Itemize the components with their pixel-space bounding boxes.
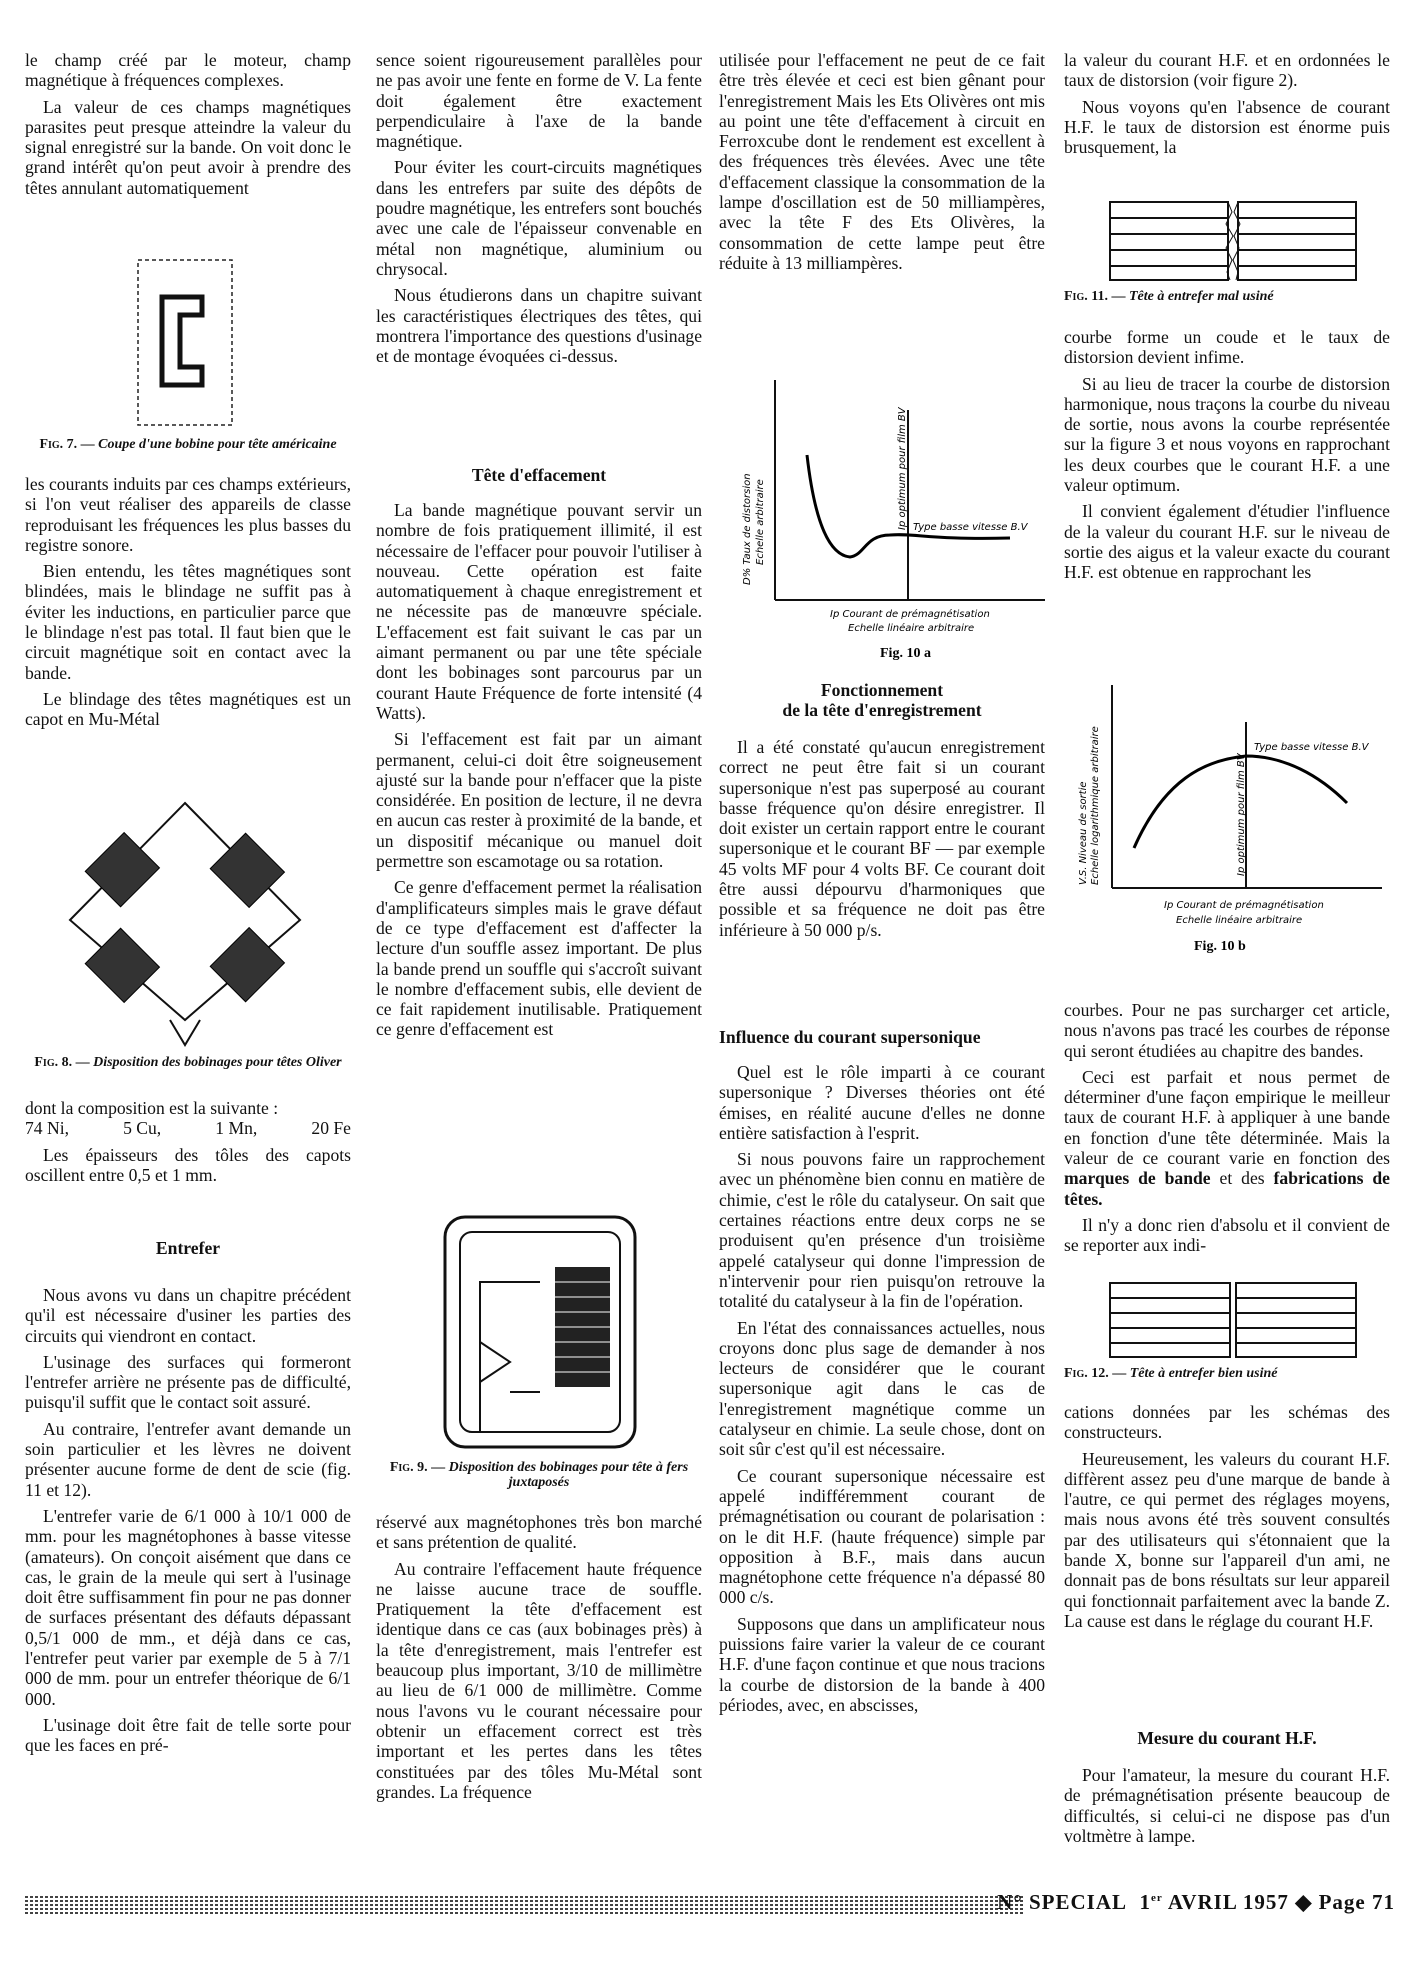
text-block	[1064, 1402, 1390, 1637]
section-heading	[719, 680, 1045, 721]
figure-number: Fig. 12. —	[1064, 1366, 1127, 1381]
curve-label: Type basse vitesse B.V	[1254, 742, 1369, 753]
issue-day: 1	[1139, 1890, 1152, 1914]
optimum-label: Ip optimum pour film BV	[897, 407, 908, 530]
issue-date: AVRIL 1957	[1167, 1890, 1289, 1914]
paragraph: Il a été constaté qu'aucun enregistrement correct ne peut être fait si un courant supersonique n'est pas superposé au courant basse fréquence qu'on désire enregistrer. Il doit exister un certain rapport entre le courant supersonique et le courant BF — par exemple 45 volts MF pour 4 volts BF. Ce courant doit être aussi dépourvu d'harmoniques que possible et sa fréquence ne doit pas être inférieure à 50 000 p/s.	[719, 737, 1045, 940]
figure-8-oliver-coils	[60, 795, 310, 1050]
x-axis-label: Ip Courant de prémagnétisation	[1164, 900, 1324, 911]
decorative-wave-rule	[25, 1894, 1025, 1914]
paragraph: Nous étudierons dans un chapitre suivant les caractéristiques électriques des têtes, qui montrera l'importance des questions d'usinage et de montage évoquées ci-dessus.	[376, 285, 702, 367]
paragraph: L'usinage des surfaces qui formeront l'entrefer arrière ne présente pas de difficulté, puisqu'il suffit que le contact soit assuré.	[25, 1351, 351, 1413]
figure-10b-output-level-chart	[1064, 680, 1394, 970]
text-block	[25, 1285, 351, 1762]
paragraph: les courants induits par ces champs extérieurs, si l'on veut réaliser des appareils de classe reproduisant les fréquences les plus basses du registre sonore.	[25, 474, 351, 555]
page-number: Page 71	[1318, 1890, 1395, 1914]
x-axis-scale: Echelle linéaire arbitraire	[1176, 915, 1303, 926]
paragraph: En l'état des connaissances actuelles, nous croyons donc plus sage de demander à nos lecteurs de considérer que le courant supersonique agit dans le cas de l'enregistrement magnétique comme un catalyseur en chimie. La seule chose, dont on soit sûr c'est qu'il est nécessaire.	[719, 1317, 1045, 1460]
issue-day-suffix: er	[1151, 1892, 1163, 1904]
paragraph: L'usinage doit être fait de telle sorte pour que les faces en pré-	[25, 1714, 351, 1756]
text-block	[1064, 50, 1390, 163]
figure-number: Fig. 9. —	[389, 1460, 446, 1475]
caption-text: Tête à entrefer bien usiné	[1129, 1366, 1278, 1381]
composition-item: 1 Mn,	[215, 1118, 258, 1139]
paragraph: Pour éviter les court-circuits magnétiques dans les entrefers par suite des dépôts de poudre magnétique, les entrefers sont bouchés avec une cale de l'épaisseur convenable en métal non magnétique, aluminium ou chrysocal.	[376, 157, 702, 279]
paragraph: Le blindage des têtes magnétiques est un capot en Mu-Métal	[25, 688, 351, 730]
paragraph: Si l'effacement est fait par un aimant permanent, celui-ci doit être soigneusement ajusté sur la bande pour n'effacer que la piste considérée. En position de lecture, il ne devra en aucun cas rester à proximité de la bande, et un dispositif mécanique ou manuel doit permettre son escamotage ou sa rotation.	[376, 729, 702, 872]
paragraph: La valeur de ces champs magnétiques parasites peut presque atteindre la valeur du signal enregistré sur la bande. On voit donc le grand intérêt qu'on peut avoir à prendre des têtes annulant automatiquement	[25, 96, 351, 198]
paragraph: Bien entendu, les têtes magnétiques sont blindées, mais le blindage ne suffit pas à éviter les inductions, en particulier parce que le blindage n'est pas total. Il faut bien que le circuit magnétique soit en contact avec la bande.	[25, 561, 351, 683]
caption-text: Disposition des bobinages pour têtes Oliver	[93, 1055, 342, 1070]
text-block	[25, 1098, 351, 1191]
footer-issue-info	[997, 1890, 1395, 1915]
figure-7-coil-section	[130, 255, 240, 430]
figure-12-caption	[1064, 1366, 1390, 1381]
y-axis-label: D% Taux de distorsion	[742, 473, 753, 585]
composition-item: 74 Ni,	[25, 1118, 69, 1139]
text-block	[719, 50, 1045, 279]
figure-number: Fig. 7. —	[39, 437, 95, 452]
section-heading: Entrefer	[155, 1238, 221, 1258]
section-heading: Influence du courant supersonique	[719, 1027, 981, 1047]
optimum-label: Ip optimum pour film BV	[1236, 753, 1247, 876]
text-run: Ceci est parfait et nous permet de déterminer d'une façon empirique le meilleur taux de courant H.F. à appliquer à une bande en fonction d'une tête déterminée. Mais la valeur de ce courant varie en fonction des	[1064, 1066, 1390, 1169]
paragraph: Nous voyons qu'en l'absence de courant H.F. le taux de distorsion est énorme puis brusquement, la	[1064, 96, 1390, 158]
paragraph: la valeur du courant H.F. et en ordonnées le taux de distorsion (voir figure 2).	[1064, 50, 1390, 91]
page-footer	[25, 1890, 1395, 1920]
text-block	[25, 474, 351, 736]
caption-text: Tête à entrefer mal usiné	[1128, 289, 1274, 304]
paragraph: Nous avons vu dans un chapitre précédent qu'il est nécessaire d'usiner les parties des circuits qui viendront en contact.	[25, 1285, 351, 1346]
section-heading: Tête d'effacement	[471, 465, 607, 485]
paragraph: Pour l'amateur, la mesure du courant H.F. de prémagnétisation présente beaucoup de difficultés, si celui-ci ne dispose pas d'un voltmètre à lampe.	[1064, 1765, 1390, 1846]
figure-9-caption	[376, 1460, 702, 1490]
text-block	[719, 737, 1045, 946]
x-axis-scale: Echelle linéaire arbitraire	[848, 623, 975, 634]
x-axis-label: Ip Courant de prémagnétisation	[830, 609, 990, 620]
paragraph: courbes. Pour ne pas surcharger cet article, nous n'avons pas tracé les courbes de réponse qui seront étudiées au chapitre des bandes.	[1064, 1000, 1390, 1061]
curve-label: Type basse vitesse B.V	[913, 522, 1028, 533]
figure-10a-caption: Fig. 10 a	[880, 646, 931, 661]
text-run: et des	[1210, 1168, 1274, 1189]
composition-item: 5 Cu,	[123, 1118, 162, 1139]
paragraph: sence soient rigoureusement parallèles pour ne pas avoir une fente en forme de V. La fente doit également être exactement perpendiculaire à l'axe de la bande magnétique.	[376, 50, 702, 152]
figure-9-juxtaposed-cores	[440, 1212, 640, 1452]
bold-text: fabrications de têtes.	[1064, 1168, 1390, 1209]
text-block	[719, 1062, 1045, 1721]
paragraph: Les épaisseurs des tôles des capots oscillent entre 0,5 et 1 mm.	[25, 1144, 351, 1185]
figure-number: Fig. 11. —	[1064, 289, 1126, 304]
y-axis-scale: Echelle arbitraire	[755, 479, 766, 565]
paragraph: cations données par les schémas des constructeurs.	[1064, 1402, 1390, 1443]
paragraph: Si nous pouvons faire un rapprochement avec un phénomène bien connu en matière de chimie, c'est le rôle du catalyseur. On sait que certaines réactions entre deux corps ne se produisent qu'en présence d'un troisième appelé catalyseur qui donne l'impression de n'intervenir pour rien puisqu'on retrouve la totalité du catalyseur à la fin de l'opération.	[719, 1149, 1045, 1312]
figure-10b-caption: Fig. 10 b	[1194, 939, 1246, 954]
heading-line: de la tête d'enregistrement	[782, 700, 982, 721]
y-axis-label: V.S. Niveau de sortie	[1078, 781, 1089, 885]
paragraph	[1064, 1067, 1390, 1209]
bold-text: marques de bande	[1064, 1168, 1211, 1189]
paragraph: L'entrefer varie de 6/1 000 à 10/1 000 de mm. pour les magnétophones à basse vitesse (amateurs). On conçoit aisément que dans ce cas, le grain de la meule qui sert à l'usinage doit être suffisamment fin pour ne pas donner de surfaces présentant des défauts dépassant 0,5/1 000 de mm., et déjà dans ce cas, l'entrefer peut varier par exemple de 5 à 7/1 000 de mm. pour un entrefer théorique de 6/1 000.	[25, 1505, 351, 1709]
paragraph: utilisée pour l'effacement ne peut de ce fait être très élevée et ceci est bien gênant pour l'enregistrement Mais les Ets Olivères ont mis au point une tête d'effacement à circuit en Ferroxcube dont le rendement est excellent à des fréquences très élevées. Avec une tête d'effacement classique la consommation de la lampe d'oscillation est de 50 milliampères, avec la tête F des Ets Olivères, la consommation de cette lampe peut être réduite à 13 milliampères.	[719, 50, 1045, 273]
caption-text: Coupe d'une bobine pour tête américaine	[98, 437, 337, 452]
paragraph: Il convient également d'étudier l'influence de la valeur du courant H.F. sur le niveau de sortie des aigus et la valeur exacte du courant H.F. est obtenue en rapprochant les	[1064, 501, 1390, 583]
text-block	[1064, 1765, 1390, 1852]
text-block	[376, 500, 702, 1046]
diamond-icon: ◆	[1295, 1890, 1313, 1914]
paragraph: Ce genre d'effacement permet la réalisation d'amplificateurs simples mais le grave défaut de ce type d'effacement est d'affecter la lecture d'un souffle assez important. De plus la bande prend un souffle qui s'accroît suivant le nombre d'effacement subis, elle devient de ce fait rapidement inutilisable. Pratiquement ce genre d'effacement est	[376, 877, 702, 1040]
paragraph: Supposons que dans un amplificateur nous puissions faire varier la valeur de ce courant H.F. d'une façon continue et que nous tracions la courbe de distorsion de la bande à 400 périodes, avec, en abscisses,	[719, 1613, 1045, 1715]
paragraph: Au contraire, l'entrefer avant demande un soin particulier et les lèvres ne doivent présenter aucune forme de dent de scie (fig. 11 et 12).	[25, 1418, 351, 1500]
paragraph: Quel est le rôle imparti à ce courant supersonique ? Diverses théories ont été émises, en réalité aucune d'elles ne donne entière satisfaction à l'esprit.	[719, 1062, 1045, 1143]
section-heading: Mesure du courant H.F.	[1137, 1728, 1317, 1748]
heading-line: Fonctionnement	[820, 680, 944, 700]
text-block	[1064, 1000, 1390, 1262]
caption-text: Disposition des bobinages pour tête à fers juxtaposés	[448, 1460, 689, 1490]
issue-label: N° SPECIAL	[997, 1890, 1128, 1914]
figure-11-caption	[1064, 289, 1390, 304]
paragraph: le champ créé par le moteur, champ magnétique à fréquences complexes.	[25, 50, 351, 91]
paragraph: La bande magnétique pouvant servir un nombre de fois pratiquement illimité, il est nécessaire de l'effacer pour pouvoir l'utiliser à nouveau. Cette opération est faite automatiquement à chaque enregistrement et ne nécessite pas de manœuvre spéciale. L'effacement est fait suivant le cas par un aimant permanent ou par une tête spéciale dont les bobinages sont parcourus par un courant Haute Fréquence de forte intensité (4 Watts).	[376, 500, 702, 723]
paragraph: Si au lieu de tracer la courbe de distorsion harmonique, nous traçons la courbe du niveau de sortie, nous avons la courbe représentée sur la figure 3 et nous voyons en rapprochant les deux courbes que le courant H.F. a une valeur optimum.	[1064, 373, 1390, 496]
figure-number: Fig. 8. —	[34, 1055, 90, 1070]
composition-item: 20 Fe	[311, 1118, 351, 1139]
text-block	[376, 1512, 702, 1808]
paragraph: courbe forme un coude et le taux de distorsion devient infime.	[1064, 327, 1390, 368]
text-block	[25, 50, 351, 204]
text-block	[376, 50, 702, 372]
figure-10a-distortion-chart	[730, 365, 1050, 665]
paragraph: Au contraire l'effacement haute fréquence ne laisse aucune trace de souffle. Pratiquement la tête d'effacement est identique dans ce cas (aux bobinages près) à la tête d'enregistrement, mais l'entrefer est beaucoup plus important, 3/10 de millimètre au lieu de 6/1 000 de millimètre. Comme nous l'avons vu le courant nécessaire pour obtenir un effacement correct est très important et les pertes dans les têtes constituées par des tôles Mu-Métal sont grandes. La fréquence	[376, 1558, 702, 1802]
alloy-composition	[25, 1118, 351, 1138]
paragraph: Heureusement, les valeurs du courant H.F. diffèrent assez peu d'une marque de bande à l'autre, ce qui permet des réglages moyens, mais nous avons été très souvent consultés par des utilisateurs qui s'étonnaient que la bande X, bonne sur l'appareil d'un ami, ne donnait pas de bons résultats sur leur appareil qui fonctionnait parfaitement avec la bande Z. La cause est dans le réglage du courant H.F.	[1064, 1448, 1390, 1631]
figure-8-caption	[25, 1055, 351, 1070]
figure-7-caption	[25, 437, 351, 452]
paragraph: Il n'y a donc rien d'absolu et il convient de se reporter aux indi-	[1064, 1214, 1390, 1256]
figure-12-clean-gap	[1108, 1281, 1358, 1361]
y-axis-scale: Echelle logarithmique arbitraire	[1090, 726, 1101, 885]
figure-11-rough-gap	[1108, 200, 1358, 285]
paragraph: réservé aux magnétophones très bon marché et sans prétention de qualité.	[376, 1512, 702, 1553]
paragraph: dont la composition est la suivante :	[25, 1098, 279, 1118]
paragraph: Ce courant supersonique nécessaire est appelé indifféremment courant de prémagnétisation ou courant de polarisation : on le dit H.F. (haute fréquence) simple par opposition à B.F., mais dans aucun magnétophone cette fréquence n'a dépassé 80 000 c/s.	[719, 1465, 1045, 1608]
text-block	[1064, 327, 1390, 589]
